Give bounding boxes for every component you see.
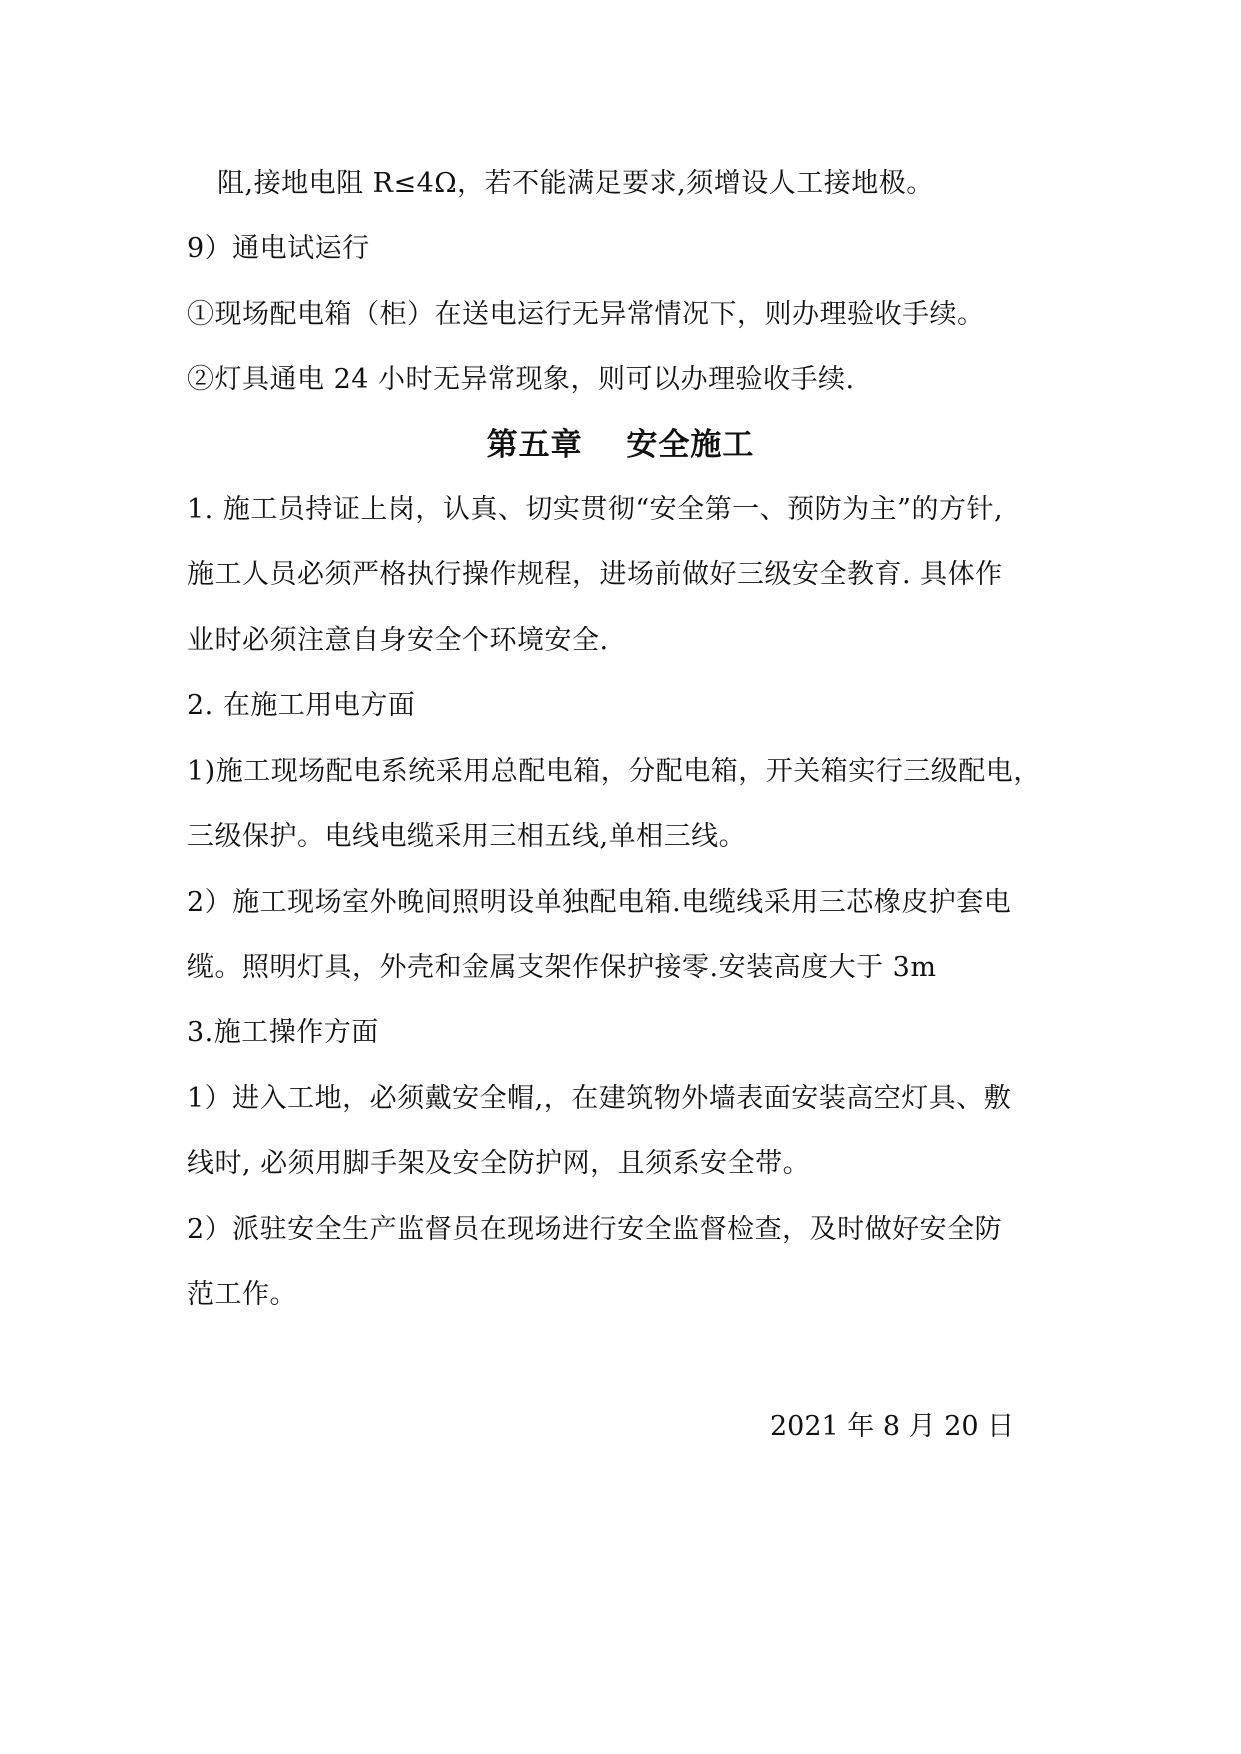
paragraph-line: 三级保护。电线电缆采用三相五线,单相三线。 [187, 821, 747, 852]
paragraph-line: 2）派驻安全生产监督员在现场进行安全监督检查，及时做好安全防 [187, 1214, 1003, 1245]
paragraph-line: 3.施工操作方面 [187, 1017, 379, 1048]
paragraph-line: 9）通电试运行 [187, 233, 370, 264]
paragraph-line: 阻,接地电阻 R≤4Ω，若不能满足要求,须增设人工接地极。 [217, 168, 934, 199]
paragraph-line: 范工作。 [187, 1279, 297, 1310]
paragraph-line: ①现场配电箱（柜）在送电运行无异常情况下，则办理验收手续。 [187, 299, 985, 330]
paragraph-line: 业时必须注意自身安全个环境安全. [187, 625, 609, 656]
paragraph-line: 线时, 必须用脚手架及安全防护网，且须系安全带。 [187, 1148, 811, 1179]
paragraph-line: 施工人员必须严格执行操作规程，进场前做好三级安全教育. 具体作 [187, 559, 1003, 590]
chapter-title: 第五章 安全施工 [486, 427, 755, 463]
paragraph-line: 1）进入工地，必须戴安全帽,，在建筑物外墙表面安装高空灯具、敷 [187, 1083, 1012, 1114]
paragraph-line: 1)施工现场配电系统采用总配电箱，分配电箱，开关箱实行三级配电， [187, 756, 1041, 787]
paragraph-line: ②灯具通电 24 小时无异常现象，则可以办理验收手续. [187, 364, 855, 395]
paragraph-line: 2）施工现场室外晚间照明设单独配电箱.电缆线采用三芯橡皮护套电 [187, 887, 1012, 918]
paragraph-line: 1. 施工员持证上岗，认真、切实贯彻“安全第一、预防为主”的方针, [187, 494, 1004, 525]
paragraph-line: 2. 在施工用电方面 [187, 690, 416, 721]
paragraph-line: 缆。照明灯具，外壳和金属支架作保护接零.安装高度大于 3m [187, 952, 937, 983]
document-date: 2021 年 8 月 20 日 [770, 1411, 1015, 1442]
